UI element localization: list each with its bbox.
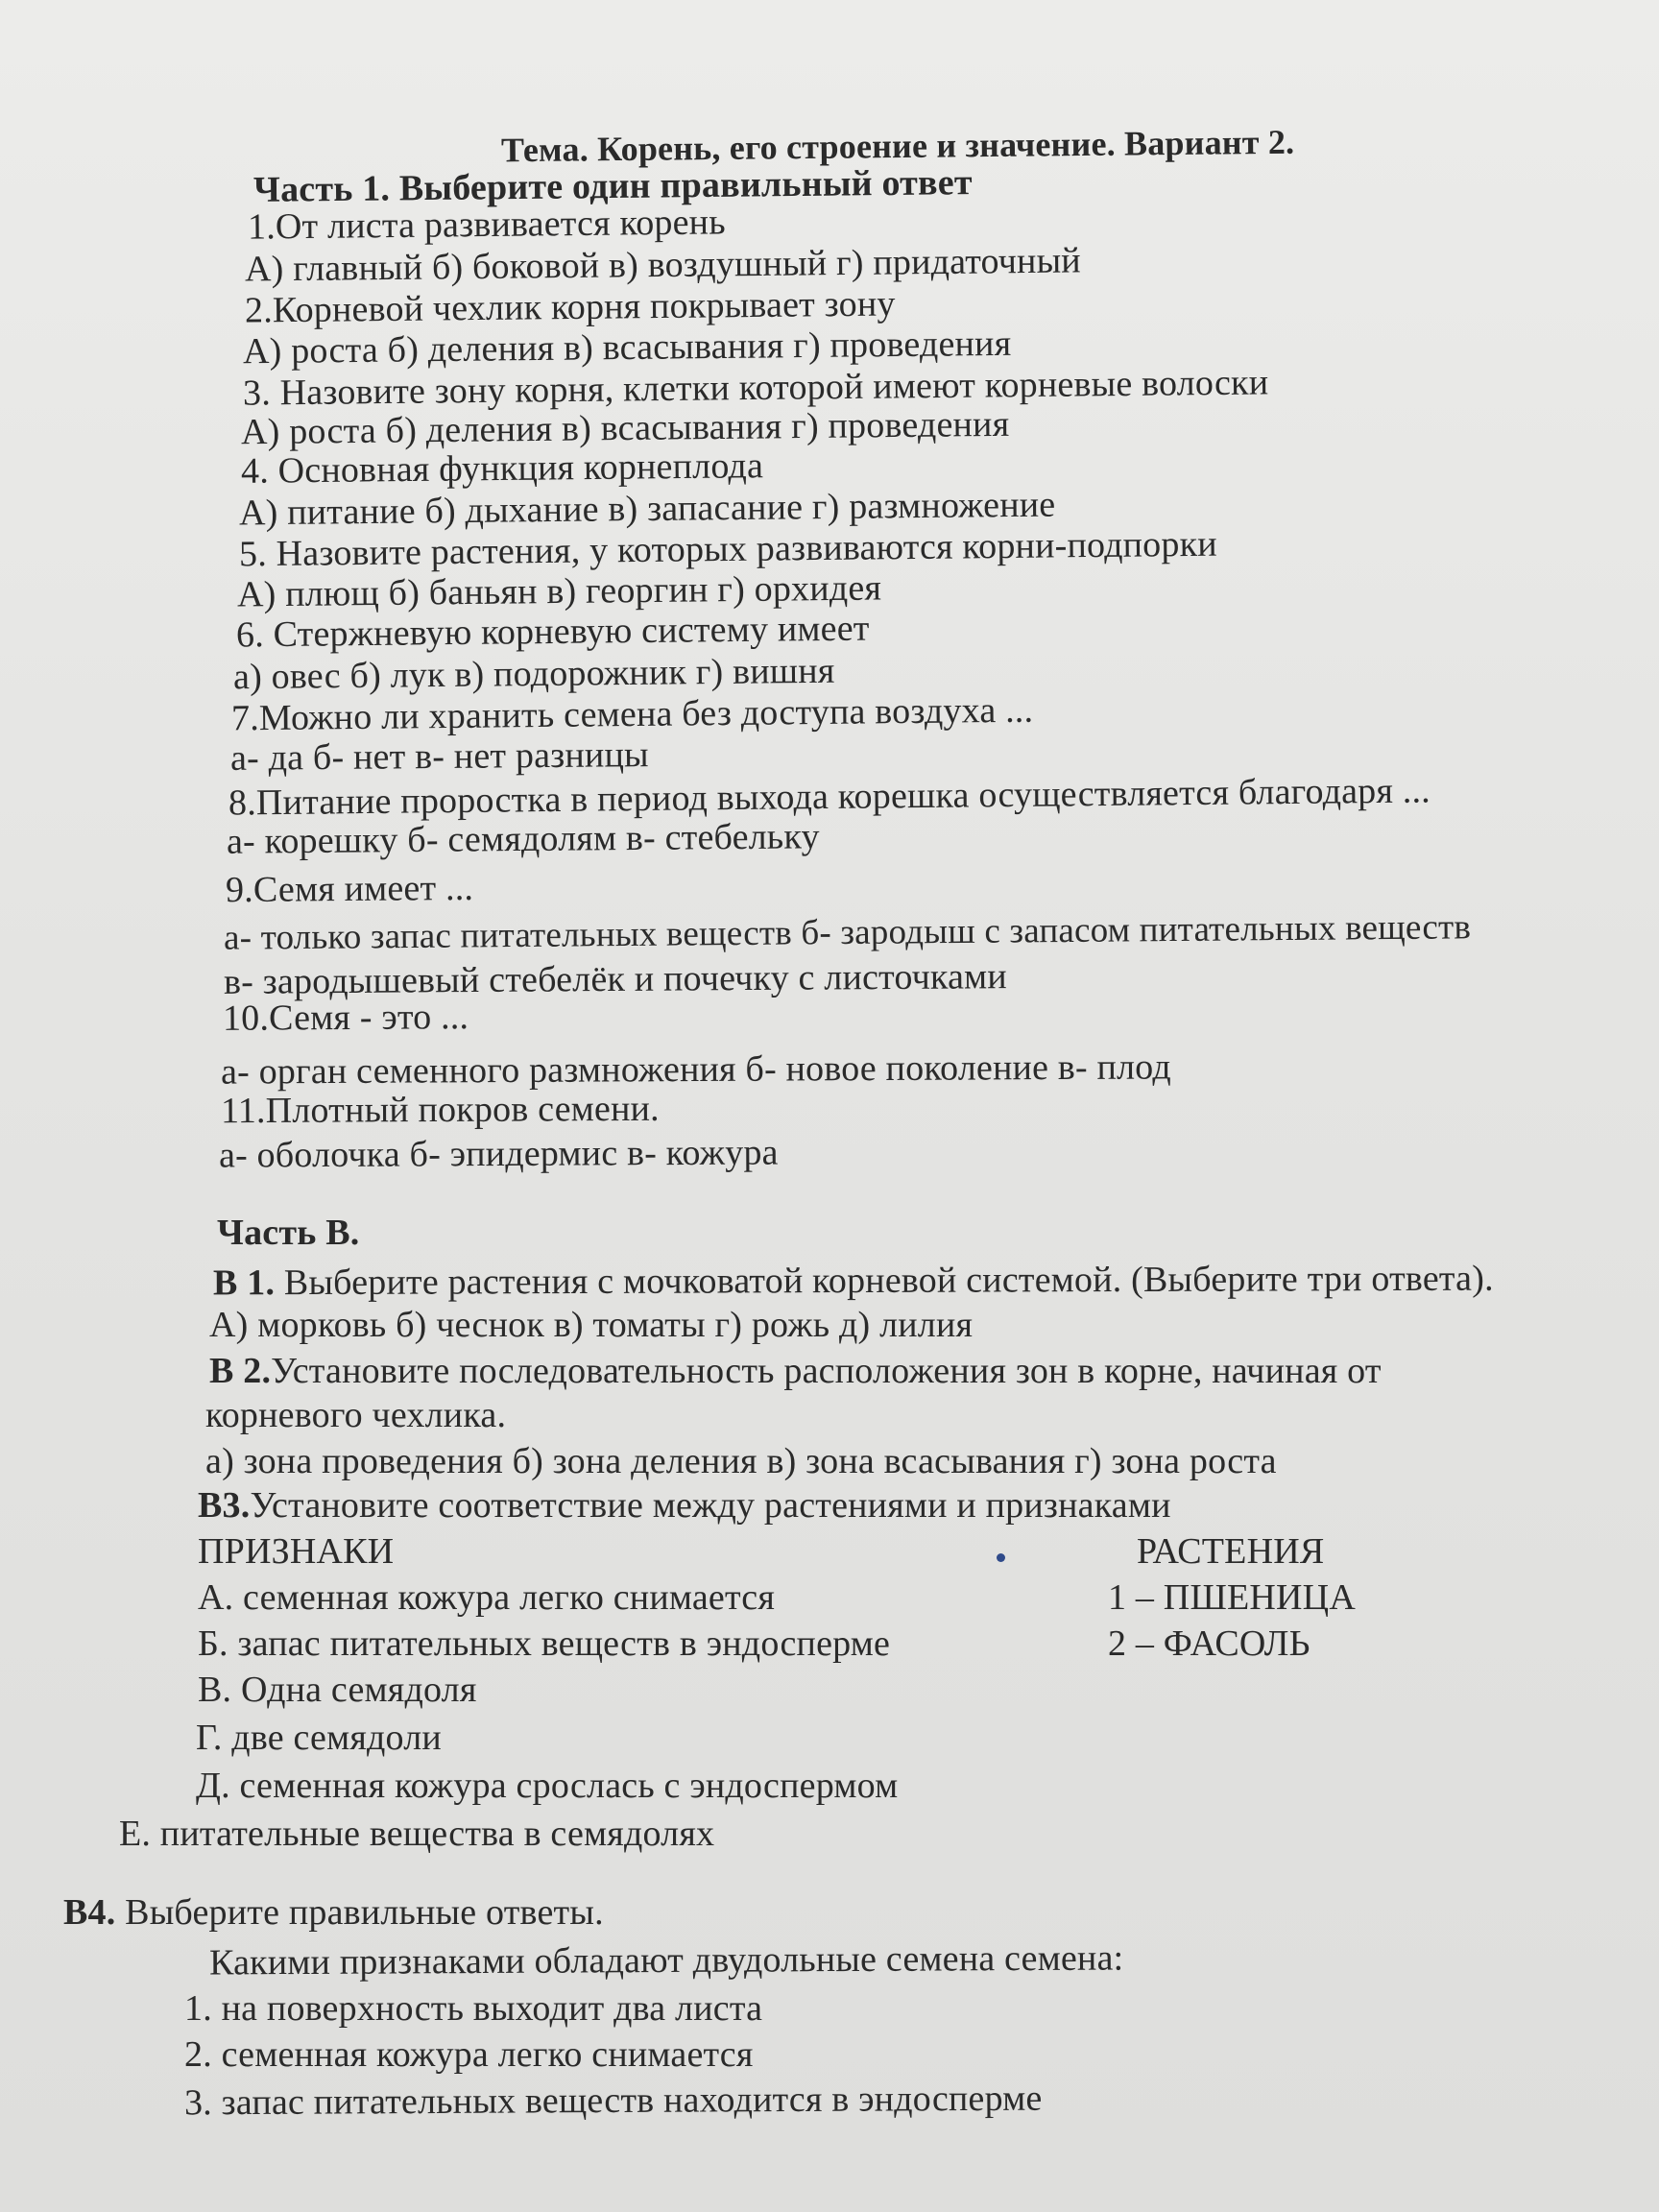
ink-dot xyxy=(997,1553,1005,1562)
b4-option: 3. запас питательных веществ находится в эндосперме xyxy=(183,2078,1043,2124)
b3-plant-item: 2 – ФАСОЛЬ xyxy=(1108,1623,1310,1664)
b3-text: Установите соответствие между растениями и признаками xyxy=(250,1485,1171,1526)
b2-question xyxy=(209,1350,1382,1392)
question-line: 8.Питание проростка в период выхода корешка осуществляется благодаря ... xyxy=(228,770,1431,824)
question-line: 10.Семя - это ... xyxy=(222,997,469,1039)
answer-line: а) овес б) лук в) подорожник г) вишня xyxy=(232,650,835,698)
page-title: Тема. Корень, его строение и значение. Вариант 2. xyxy=(500,122,1295,170)
answer-line: А) роста б) деления в) всасывания г) проведения xyxy=(240,403,1010,453)
b3-feature-item: Б. запас питательных веществ в эндосперме xyxy=(198,1623,891,1664)
b3-label: В3. xyxy=(198,1485,251,1526)
b3-question xyxy=(198,1484,1171,1527)
answer-line: а- оболочка б- эпидермис в- кожура xyxy=(218,1132,779,1176)
question-line: 6. Стержневую корневую систему имеет xyxy=(235,608,870,656)
answer-line: а- корешку б- семядолям в- стебельку xyxy=(226,816,820,862)
question-line: 1.От листа развивается корень xyxy=(247,202,726,248)
answer-line: в- зародышевый стебелёк и почечку с листочками xyxy=(223,956,1008,1002)
b3-plant-item: 1 – ПШЕНИЦА xyxy=(1108,1577,1356,1618)
b1-label: В 1. xyxy=(212,1262,276,1304)
b4-question xyxy=(63,1891,604,1934)
b1-options: А) морковь б) чеснок в) томаты г) рожь д) лилия xyxy=(209,1305,974,1345)
b2-text: Установите последовательность расположения зон в корне, начиная от xyxy=(271,1351,1382,1391)
b3-feature-item: Г. две семядоли xyxy=(196,1718,442,1758)
question-line: 11.Плотный покров семени. xyxy=(220,1088,660,1132)
b4-label: В4. xyxy=(63,1892,116,1933)
partB-heading: Часть В. xyxy=(217,1213,360,1253)
b4-option: 1. на поверхность выходит два листа xyxy=(184,1988,763,2029)
answer-line: а- да б- нет в- нет разницы xyxy=(229,734,649,779)
b1-text: Выберите растения с мочковатой корневой системой. (Выберите три ответа). xyxy=(275,1258,1494,1304)
answer-line: а- орган семенного размножения б- новое поколение в- плод xyxy=(220,1046,1171,1093)
answer-line: А) роста б) деления в) всасывания г) проведения xyxy=(242,323,1012,373)
b3-feature-item: Д. семенная кожура срослась с эндоспермом xyxy=(196,1766,899,1806)
question-line: 3. Назовите зону корня, клетки которой имеют корневые волоски xyxy=(242,362,1269,414)
answer-line: а- только запас питательных веществ б- зародыш с запасом питательных веществ xyxy=(223,907,1472,958)
b3-feature-item: В. Одна семядоля xyxy=(198,1670,477,1710)
answer-line: А) главный б) боковой в) воздушный г) придаточный xyxy=(244,240,1082,290)
question-line: 7.Можно ли хранить семена без доступа воздуха ... xyxy=(230,689,1034,739)
b2-label: В 2. xyxy=(209,1351,272,1391)
b4-text: Выберите правильные ответы. xyxy=(115,1892,604,1933)
question-line: 2.Корневой чехлик корня покрывает зону xyxy=(244,283,896,331)
question-line: 4. Основная функция корнеплода xyxy=(240,445,764,492)
b3-feature-item: А. семенная кожура легко снимается xyxy=(198,1577,775,1618)
answer-line: А) питание б) дыхание в) запасание г) размножение xyxy=(238,484,1056,534)
b4-option: 2. семенная кожура легко снимается xyxy=(184,2034,754,2075)
b2-options: а) зона проведения б) зона деления в) зона всасывания г) зона роста xyxy=(205,1441,1277,1481)
b4-subquestion: Какими признаками обладают двудольные семена семена: xyxy=(208,1937,1124,1984)
answer-line: А) плющ б) баньян в) георгин г) орхидея xyxy=(236,567,882,615)
b2-text-continued: корневого чехлика. xyxy=(205,1395,507,1435)
part1-heading: Часть 1. Выберите один правильный ответ xyxy=(252,162,973,210)
question-line: 5. Назовите растения, у которых развиваются корни-подпорки xyxy=(238,523,1218,575)
b1-question xyxy=(213,1258,1494,1305)
b3-col-plants-header: РАСТЕНИЯ xyxy=(1137,1531,1325,1572)
b3-col-features-header: ПРИЗНАКИ xyxy=(198,1531,395,1572)
b3-feature-item: Е. питательные вещества в семядолях xyxy=(119,1814,715,1854)
question-line: 9.Семя имеет ... xyxy=(225,867,474,911)
